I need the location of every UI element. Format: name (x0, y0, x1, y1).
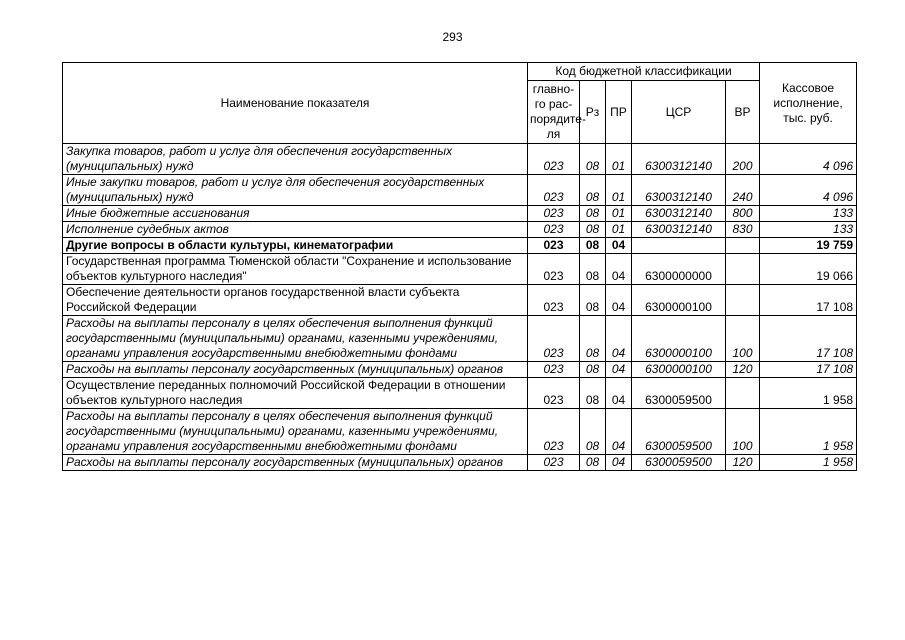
row-vr (726, 254, 760, 285)
row-pr: 04 (606, 316, 632, 362)
row-amount: 1 958 (760, 378, 857, 409)
row-csr: 6300000100 (632, 285, 726, 316)
header-code-group: Код бюджетной классификации (528, 63, 760, 81)
row-csr: 6300312140 (632, 175, 726, 206)
row-pr: 04 (606, 362, 632, 378)
header-csr: ЦСР (632, 81, 726, 144)
row-name: Обеспечение деятельности органов государственной власти субъекта Российской Федерации (63, 285, 528, 316)
row-vr: 240 (726, 175, 760, 206)
row-vr: 800 (726, 206, 760, 222)
row-amount: 1 958 (760, 409, 857, 455)
header-pr: ПР (606, 81, 632, 144)
row-name: Другие вопросы в области культуры, кинематографии (63, 238, 528, 254)
row-pr: 01 (606, 175, 632, 206)
header-name: Наименование показателя (63, 63, 528, 144)
row-rz: 08 (580, 455, 606, 471)
row-csr: 6300312140 (632, 144, 726, 175)
table-body (63, 144, 857, 471)
table-row (63, 409, 857, 455)
row-glava: 023 (528, 238, 580, 254)
row-name: Расходы на выплаты персоналу в целях обеспечения выполнения функций государственными (муниципальными) органами, казенными учреждениями, органами управления государственными внебюджетными фондами (63, 316, 528, 362)
row-glava: 023 (528, 316, 580, 362)
row-pr: 04 (606, 285, 632, 316)
row-csr: 6300059500 (632, 409, 726, 455)
row-glava: 023 (528, 144, 580, 175)
row-amount: 1 958 (760, 455, 857, 471)
row-rz: 08 (580, 238, 606, 254)
row-pr: 04 (606, 254, 632, 285)
row-glava: 023 (528, 175, 580, 206)
row-name: Осуществление переданных полномочий Российской Федерации в отношении объектов культурного наследия (63, 378, 528, 409)
row-rz: 08 (580, 285, 606, 316)
row-glava: 023 (528, 378, 580, 409)
row-vr (726, 378, 760, 409)
row-amount: 17 108 (760, 362, 857, 378)
row-csr: 6300000000 (632, 254, 726, 285)
budget-table (62, 62, 857, 471)
row-pr: 01 (606, 222, 632, 238)
row-vr: 100 (726, 316, 760, 362)
row-glava: 023 (528, 285, 580, 316)
row-amount: 19 066 (760, 254, 857, 285)
row-pr: 04 (606, 409, 632, 455)
row-rz: 08 (580, 206, 606, 222)
row-csr: 6300000100 (632, 316, 726, 362)
row-pr: 04 (606, 455, 632, 471)
row-vr: 120 (726, 455, 760, 471)
table-row (63, 175, 857, 206)
table-row (63, 362, 857, 378)
header-amount: Кассовое исполнение, тыс. руб. (760, 63, 857, 144)
table-header (63, 63, 857, 144)
row-glava: 023 (528, 222, 580, 238)
row-rz: 08 (580, 409, 606, 455)
row-amount: 4 096 (760, 175, 857, 206)
row-vr: 830 (726, 222, 760, 238)
row-pr: 04 (606, 378, 632, 409)
row-vr: 200 (726, 144, 760, 175)
row-pr: 04 (606, 238, 632, 254)
row-vr: 100 (726, 409, 760, 455)
row-rz: 08 (580, 254, 606, 285)
header-rz: Рз (580, 81, 606, 144)
row-csr: 6300312140 (632, 222, 726, 238)
row-glava: 023 (528, 206, 580, 222)
table-row (63, 285, 857, 316)
row-amount: 17 108 (760, 316, 857, 362)
row-name: Исполнение судебных актов (63, 222, 528, 238)
header-vr: ВР (726, 81, 760, 144)
row-rz: 08 (580, 378, 606, 409)
row-name: Закупка товаров, работ и услуг для обеспечения государственных (муниципальных) нужд (63, 144, 528, 175)
row-glava: 023 (528, 254, 580, 285)
table-row (63, 238, 857, 254)
row-pr: 01 (606, 206, 632, 222)
row-csr: 6300312140 (632, 206, 726, 222)
row-amount: 4 096 (760, 144, 857, 175)
row-name: Иные бюджетные ассигнования (63, 206, 528, 222)
row-amount: 133 (760, 222, 857, 238)
table-row (63, 206, 857, 222)
row-rz: 08 (580, 362, 606, 378)
row-name: Государственная программа Тюменской области "Сохранение и использование объектов культурного наследия" (63, 254, 528, 285)
row-csr (632, 238, 726, 254)
row-vr (726, 285, 760, 316)
table-row (63, 222, 857, 238)
row-rz: 08 (580, 144, 606, 175)
row-glava: 023 (528, 362, 580, 378)
row-vr (726, 238, 760, 254)
page-number: 293 (442, 30, 463, 44)
row-rz: 08 (580, 316, 606, 362)
header-row-1 (63, 63, 857, 81)
row-name: Расходы на выплаты персоналу государственных (муниципальных) органов (63, 362, 528, 378)
row-rz: 08 (580, 175, 606, 206)
row-amount: 17 108 (760, 285, 857, 316)
row-amount: 19 759 (760, 238, 857, 254)
row-glava: 023 (528, 455, 580, 471)
row-name: Расходы на выплаты персоналу государственных (муниципальных) органов (63, 455, 528, 471)
row-glava: 023 (528, 409, 580, 455)
row-pr: 01 (606, 144, 632, 175)
table-row (63, 254, 857, 285)
table-row (63, 144, 857, 175)
table-row (63, 378, 857, 409)
header-glava: главно-го рас-порядите-ля (528, 81, 580, 144)
row-csr: 6300059500 (632, 378, 726, 409)
row-csr: 6300059500 (632, 455, 726, 471)
row-name: Расходы на выплаты персоналу в целях обеспечения выполнения функций государственными (муниципальными) органами, казенными учреждениями, органами управления государственными внебюджетными фондами (63, 409, 528, 455)
row-amount: 133 (760, 206, 857, 222)
table-row (63, 316, 857, 362)
row-vr: 120 (726, 362, 760, 378)
table-row (63, 455, 857, 471)
row-name: Иные закупки товаров, работ и услуг для обеспечения государственных (муниципальных) нужд (63, 175, 528, 206)
row-csr: 6300000100 (632, 362, 726, 378)
row-rz: 08 (580, 222, 606, 238)
